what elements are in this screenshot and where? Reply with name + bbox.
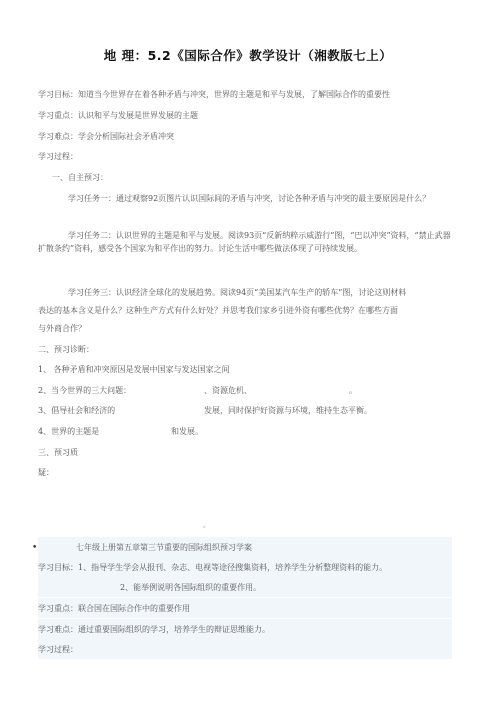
key-point: 学习重点：认识和平与发展是世界发展的主题: [38, 111, 198, 120]
difficulty: 学习难点：学会分析国际社会矛盾冲突: [38, 132, 174, 141]
process-heading: 学习过程：: [38, 152, 78, 161]
second-title: 七年级上册第五章第三节重要的国际组织预习学案: [76, 543, 252, 552]
second-key-point-band: [38, 598, 452, 618]
query-heading-continued: 疑：: [38, 468, 54, 477]
task-three-line-2: 表达的基本含义是什么？这种生产方式有什么好处？并思考我们家乡引进外资有哪些优势？在哪些方面: [38, 306, 398, 315]
diagnosis-heading: 二、预习诊断：: [38, 345, 94, 354]
question-two-part-a: 2、当今世界的三大问题：: [38, 386, 132, 395]
second-difficulty-band: [38, 619, 452, 639]
question-three-part-b: 发展，同时保护好资源与环境，维持生态平衡。: [204, 406, 372, 415]
question-four-part-b: 和发展。: [171, 427, 203, 436]
question-four-part-a: 4、世界的主题是: [38, 427, 100, 436]
question-three-part-a: 3、倡导社会和经济的: [38, 406, 116, 415]
task-one: 学习任务一：通过观察92页图片认识国际间的矛盾与冲突，讨论各种矛盾与冲突的最主要原因是什么？: [68, 194, 431, 203]
small-mark: 。: [203, 521, 210, 529]
second-goal-band: [38, 557, 452, 577]
learning-goal: 学习目标：知道当今世界存在着各种矛盾与冲突，世界的主题是和平与发展，了解国际合作的重要性: [38, 90, 390, 99]
second-goal-line-2: 2、能举例说明各国际组织的重要作用。: [120, 583, 262, 592]
second-process-band: [38, 639, 452, 659]
task-two: 学习任务二：认识世界的主题是和平与发展。阅读93页“反新纳粹示威游行”图，“巴以冲突”资料，“禁止武器扩散条约”资料，感受各个国家为和平作出的努力。讨论生活中哪些做法体现了可持续发展。: [38, 231, 451, 253]
question-two-part-c: 。: [349, 386, 357, 395]
second-goal-line-1: 学习目标：1、指导学生学会从报刊、杂志、电视等途径搜集资料，培养学生分析整理资料的能力。: [38, 563, 388, 572]
question-two-part-b: 、资源危机、: [204, 386, 252, 395]
second-difficulty: 学习难点：通过重要国际组织的学习，培养学生的辩证思维能力。: [38, 625, 270, 634]
query-heading: 三、预习质: [38, 448, 78, 457]
second-goal-band-2: [38, 577, 452, 597]
task-three-line-3: 与外商合作？: [38, 324, 86, 333]
second-title-band: [38, 537, 452, 557]
document-title: 地 理：5.2《国际合作》教学设计（湘教版七上）: [103, 48, 393, 63]
self-preview-heading: 一、自主预习：: [52, 173, 108, 182]
question-one: 1、 各种矛盾和冲突原因是发展中国家与发达国家之间: [38, 365, 230, 374]
task-three-line-1: 学习任务三：认识经济全球化的发展趋势。阅读94页“美国某汽车生产的轿车”图，讨论这则材料: [68, 288, 407, 297]
second-key-point: 学习重点：联合国在国际合作中的重要作用: [38, 604, 190, 613]
second-process: 学习过程：: [38, 645, 78, 654]
bullet-icon: •: [32, 543, 38, 553]
